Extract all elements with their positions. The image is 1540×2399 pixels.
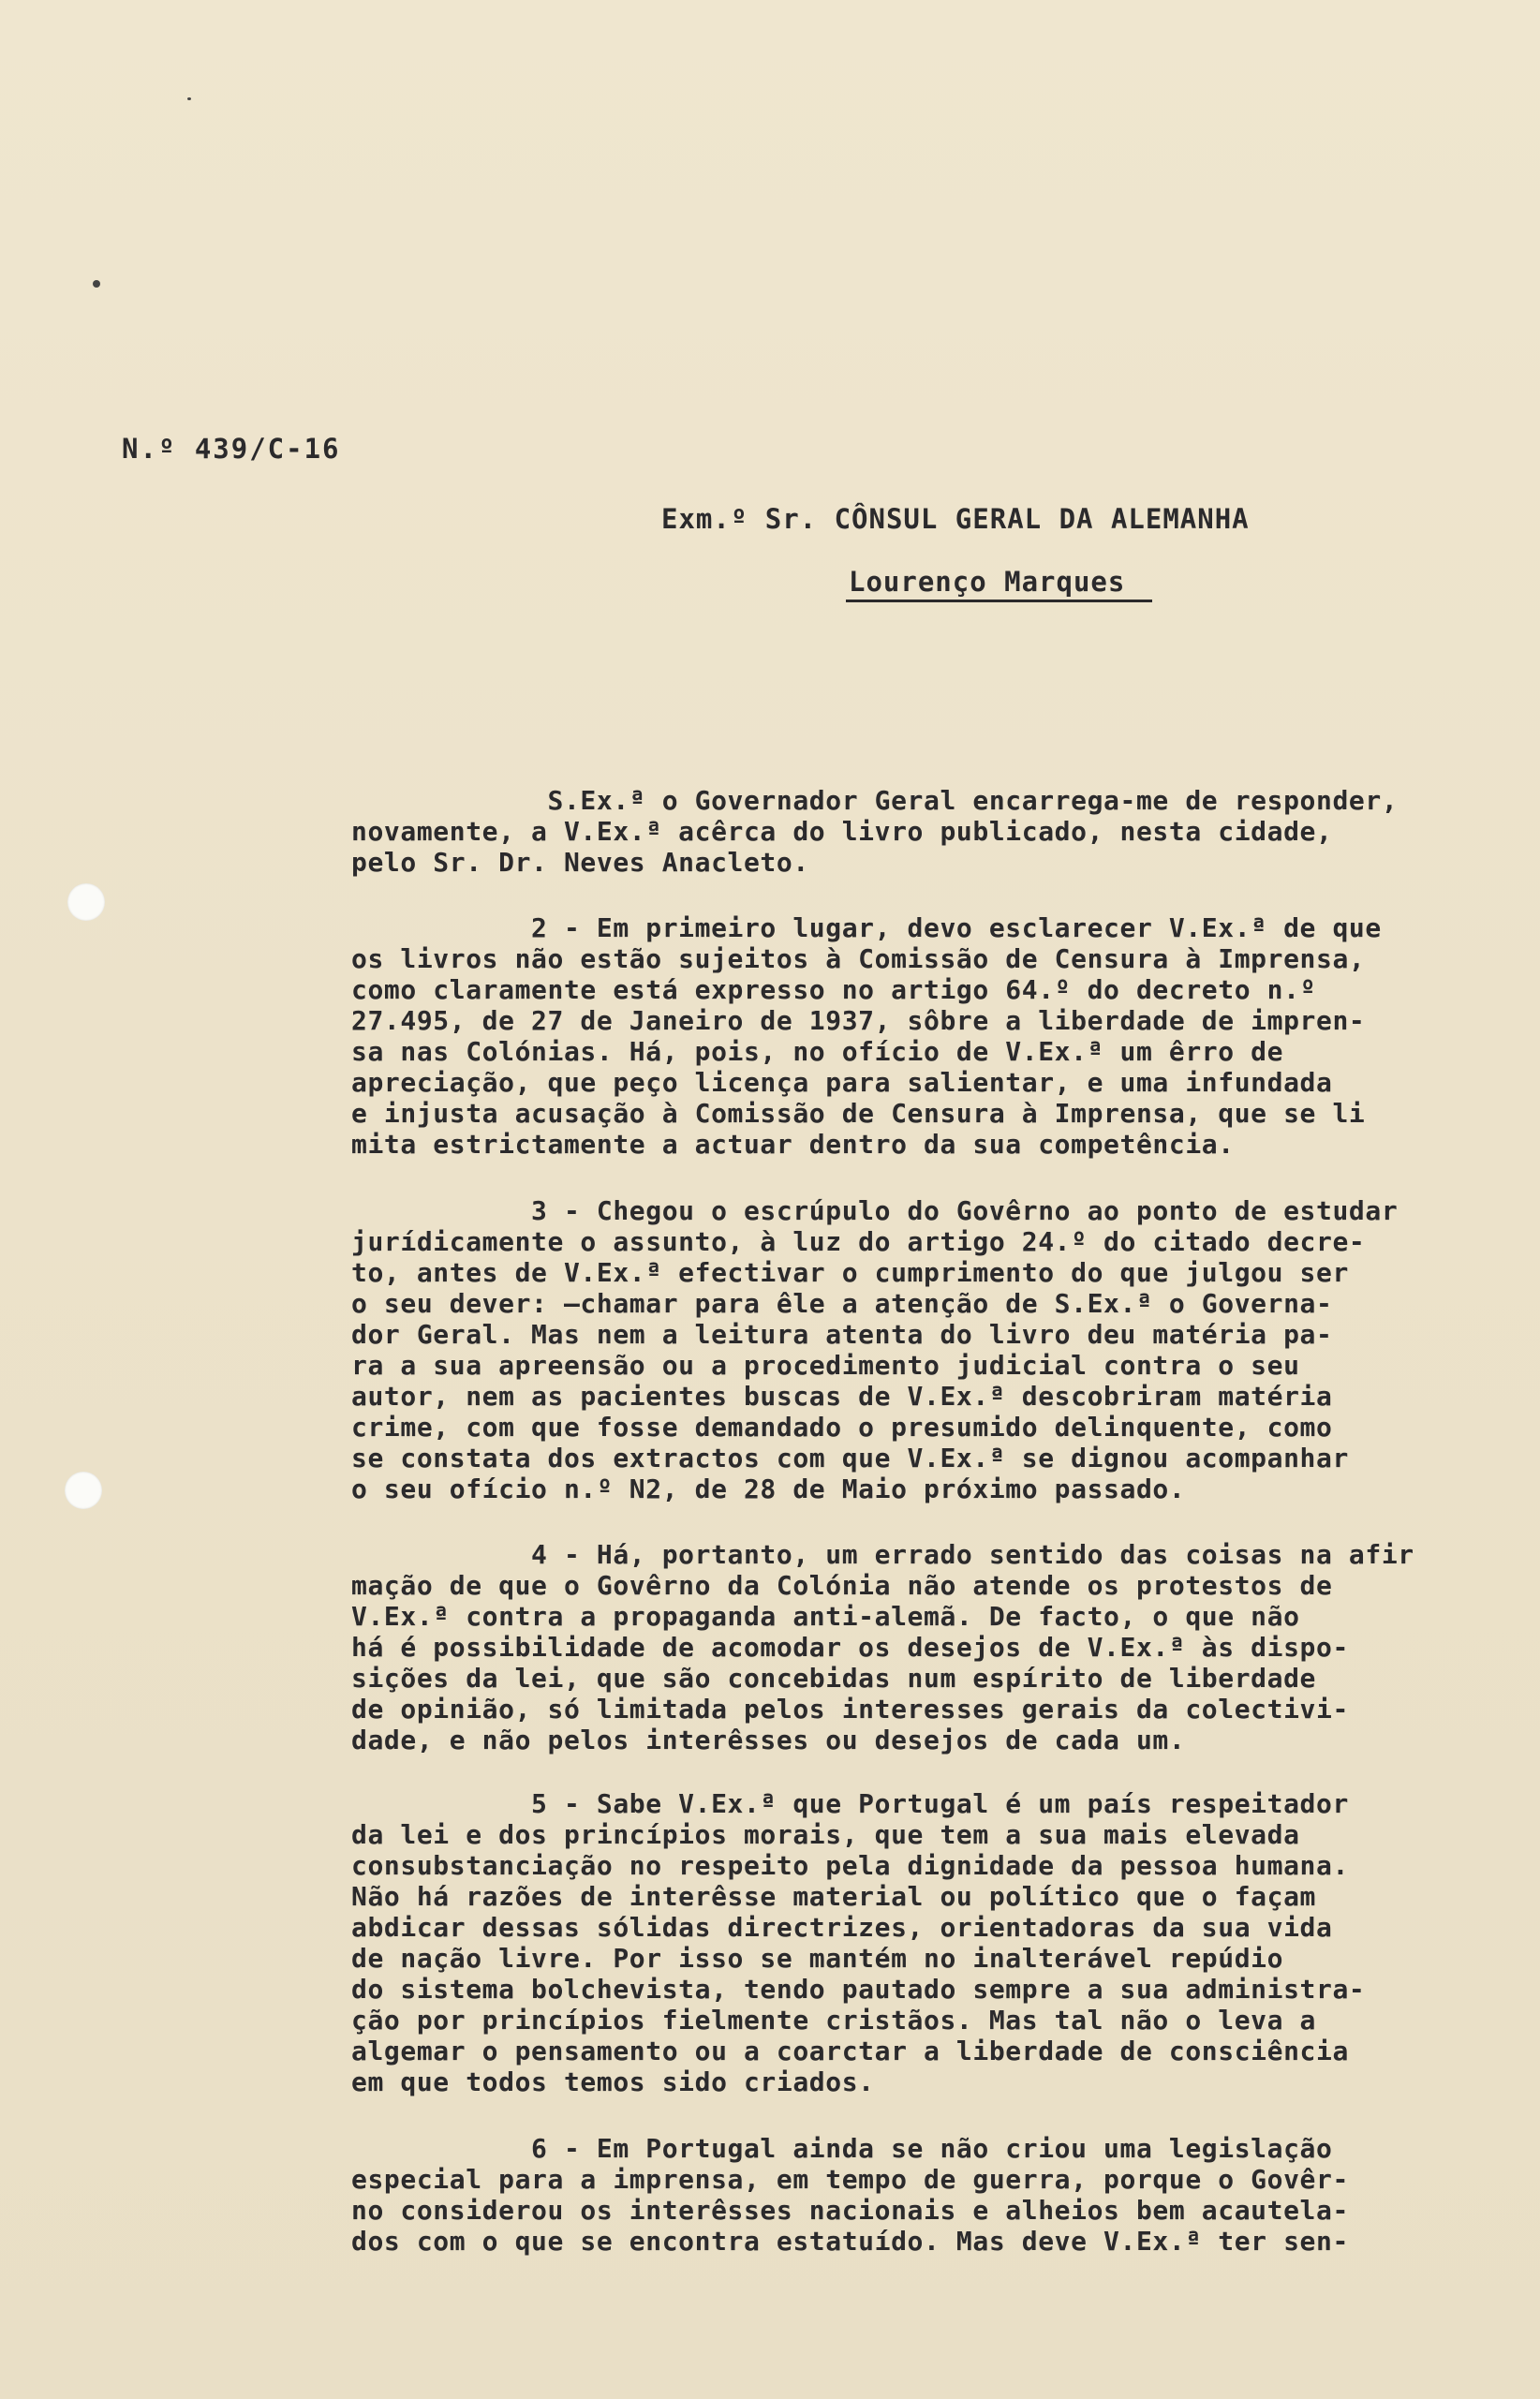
paragraph-1 bbox=[351, 785, 1522, 878]
addressee: Exm.º Sr. CÔNSUL GERAL DA ALEMANHA bbox=[661, 503, 1250, 535]
text-line: sições da lei, que são concebidas num espírito de liberdade bbox=[351, 1663, 1316, 1694]
text-line: do sistema bolchevista, tendo pautado sempre a sua administra- bbox=[351, 1974, 1366, 2005]
paragraph-6 bbox=[351, 2133, 1522, 2257]
text-line: há é possibilidade de acomodar os desejos de V.Ex.ª às dispo- bbox=[351, 1632, 1349, 1663]
text-line: dade, e não pelos interêsses ou desejos de cada um. bbox=[351, 1725, 1186, 1755]
text-line: mação de que o Govêrno da Colónia não atende os protestos de bbox=[351, 1570, 1333, 1601]
text-line: de opinião, só limitada pelos interesses gerais da colectivi- bbox=[351, 1694, 1349, 1725]
text-line: dor Geral. Mas nem a leitura atenta do livro deu matéria pa- bbox=[351, 1319, 1333, 1350]
paragraph-2 bbox=[351, 912, 1522, 1160]
text-line: e injusta acusação à Comissão de Censura à Imprensa, que se li bbox=[351, 1098, 1366, 1129]
text-line: pelo Sr. Dr. Neves Anacleto. bbox=[351, 847, 809, 878]
text-line: 2 - Em primeiro lugar, devo esclarecer V.Ex.ª de que bbox=[351, 912, 1382, 943]
paragraph-5 bbox=[351, 1788, 1522, 2097]
text-line: Não há razões de interêsse material ou político que o façam bbox=[351, 1881, 1316, 1912]
text-line: os livros não estão sujeitos à Comissão de Censura à Imprensa, bbox=[351, 943, 1366, 974]
text-line: 6 - Em Portugal ainda se não criou uma legislação bbox=[351, 2133, 1333, 2164]
text-line: em que todos temos sido criados. bbox=[351, 2066, 875, 2097]
text-line: dos com o que se encontra estatuído. Mas deve V.Ex.ª ter sen- bbox=[351, 2226, 1349, 2257]
text-line: 4 - Há, portanto, um errado sentido das coisas na afir bbox=[351, 1539, 1414, 1570]
text-line: mita estrictamente a actuar dentro da sua competência. bbox=[351, 1129, 1235, 1160]
city: Lourenço Marques bbox=[849, 566, 1126, 598]
text-line: algemar o pensamento ou a coarctar a liberdade de consciência bbox=[351, 2036, 1349, 2066]
text-line: S.Ex.ª o Governador Geral encarrega-me de responder, bbox=[351, 785, 1399, 816]
punch-hole bbox=[67, 883, 105, 921]
text-line: se constata dos extractos com que V.Ex.ª se dignou acompanhar bbox=[351, 1443, 1349, 1473]
text-line: da lei e dos princípios morais, que tem a sua mais elevada bbox=[351, 1819, 1300, 1850]
text-line: ra a sua apreensão ou a procedimento judicial contra o seu bbox=[351, 1350, 1300, 1381]
text-line: especial para a imprensa, em tempo de guerra, porque o Govêr- bbox=[351, 2164, 1349, 2195]
text-line: novamente, a V.Ex.ª acêrca do livro publicado, nesta cidade, bbox=[351, 816, 1333, 847]
paragraph-4 bbox=[351, 1539, 1522, 1755]
text-line: V.Ex.ª contra a propaganda anti-alemã. De facto, o que não bbox=[351, 1601, 1300, 1632]
text-line: o seu dever: —chamar para êle a atenção de S.Ex.ª o Governa- bbox=[351, 1288, 1333, 1319]
text-line: to, antes de V.Ex.ª efectivar o cumprimento do que julgou ser bbox=[351, 1257, 1349, 1288]
ink-speck bbox=[187, 97, 191, 100]
city-underline bbox=[846, 600, 1152, 602]
text-line: apreciação, que peço licença para salientar, e uma infundada bbox=[351, 1067, 1333, 1098]
text-line: autor, nem as pacientes buscas de V.Ex.ª descobriram matéria bbox=[351, 1381, 1333, 1412]
text-line: abdicar dessas sólidas directrizes, orientadoras da sua vida bbox=[351, 1912, 1333, 1943]
punch-hole bbox=[65, 1472, 102, 1509]
text-line: crime, com que fosse demandado o presumido delinquente, como bbox=[351, 1412, 1333, 1443]
text-line: jurídicamente o assunto, à luz do artigo 24.º do citado decre- bbox=[351, 1226, 1366, 1257]
text-line: ção por princípios fielmente cristãos. Mas tal não o leva a bbox=[351, 2005, 1316, 2036]
reference-number: N.º 439/C-16 bbox=[122, 433, 341, 465]
text-line: como claramente está expresso no artigo 64.º do decreto n.º bbox=[351, 974, 1316, 1005]
text-line: 3 - Chegou o escrúpulo do Govêrno ao ponto de estudar bbox=[351, 1195, 1399, 1226]
text-line: 5 - Sabe V.Ex.ª que Portugal é um país respeitador bbox=[351, 1788, 1349, 1819]
paragraph-3 bbox=[351, 1195, 1522, 1504]
text-line: no considerou os interêsses nacionais e alheios bem acautela- bbox=[351, 2195, 1349, 2226]
text-line: o seu ofício n.º N2, de 28 de Maio próximo passado. bbox=[351, 1473, 1186, 1504]
ink-speck bbox=[93, 280, 100, 288]
text-line: de nação livre. Por isso se mantém no inalterável repúdio bbox=[351, 1943, 1284, 1974]
text-line: 27.495, de 27 de Janeiro de 1937, sôbre a liberdade de impren- bbox=[351, 1005, 1366, 1036]
text-line: consubstanciação no respeito pela dignidade da pessoa humana. bbox=[351, 1850, 1349, 1881]
text-line: sa nas Colónias. Há, pois, no ofício de V.Ex.ª um êrro de bbox=[351, 1036, 1284, 1067]
